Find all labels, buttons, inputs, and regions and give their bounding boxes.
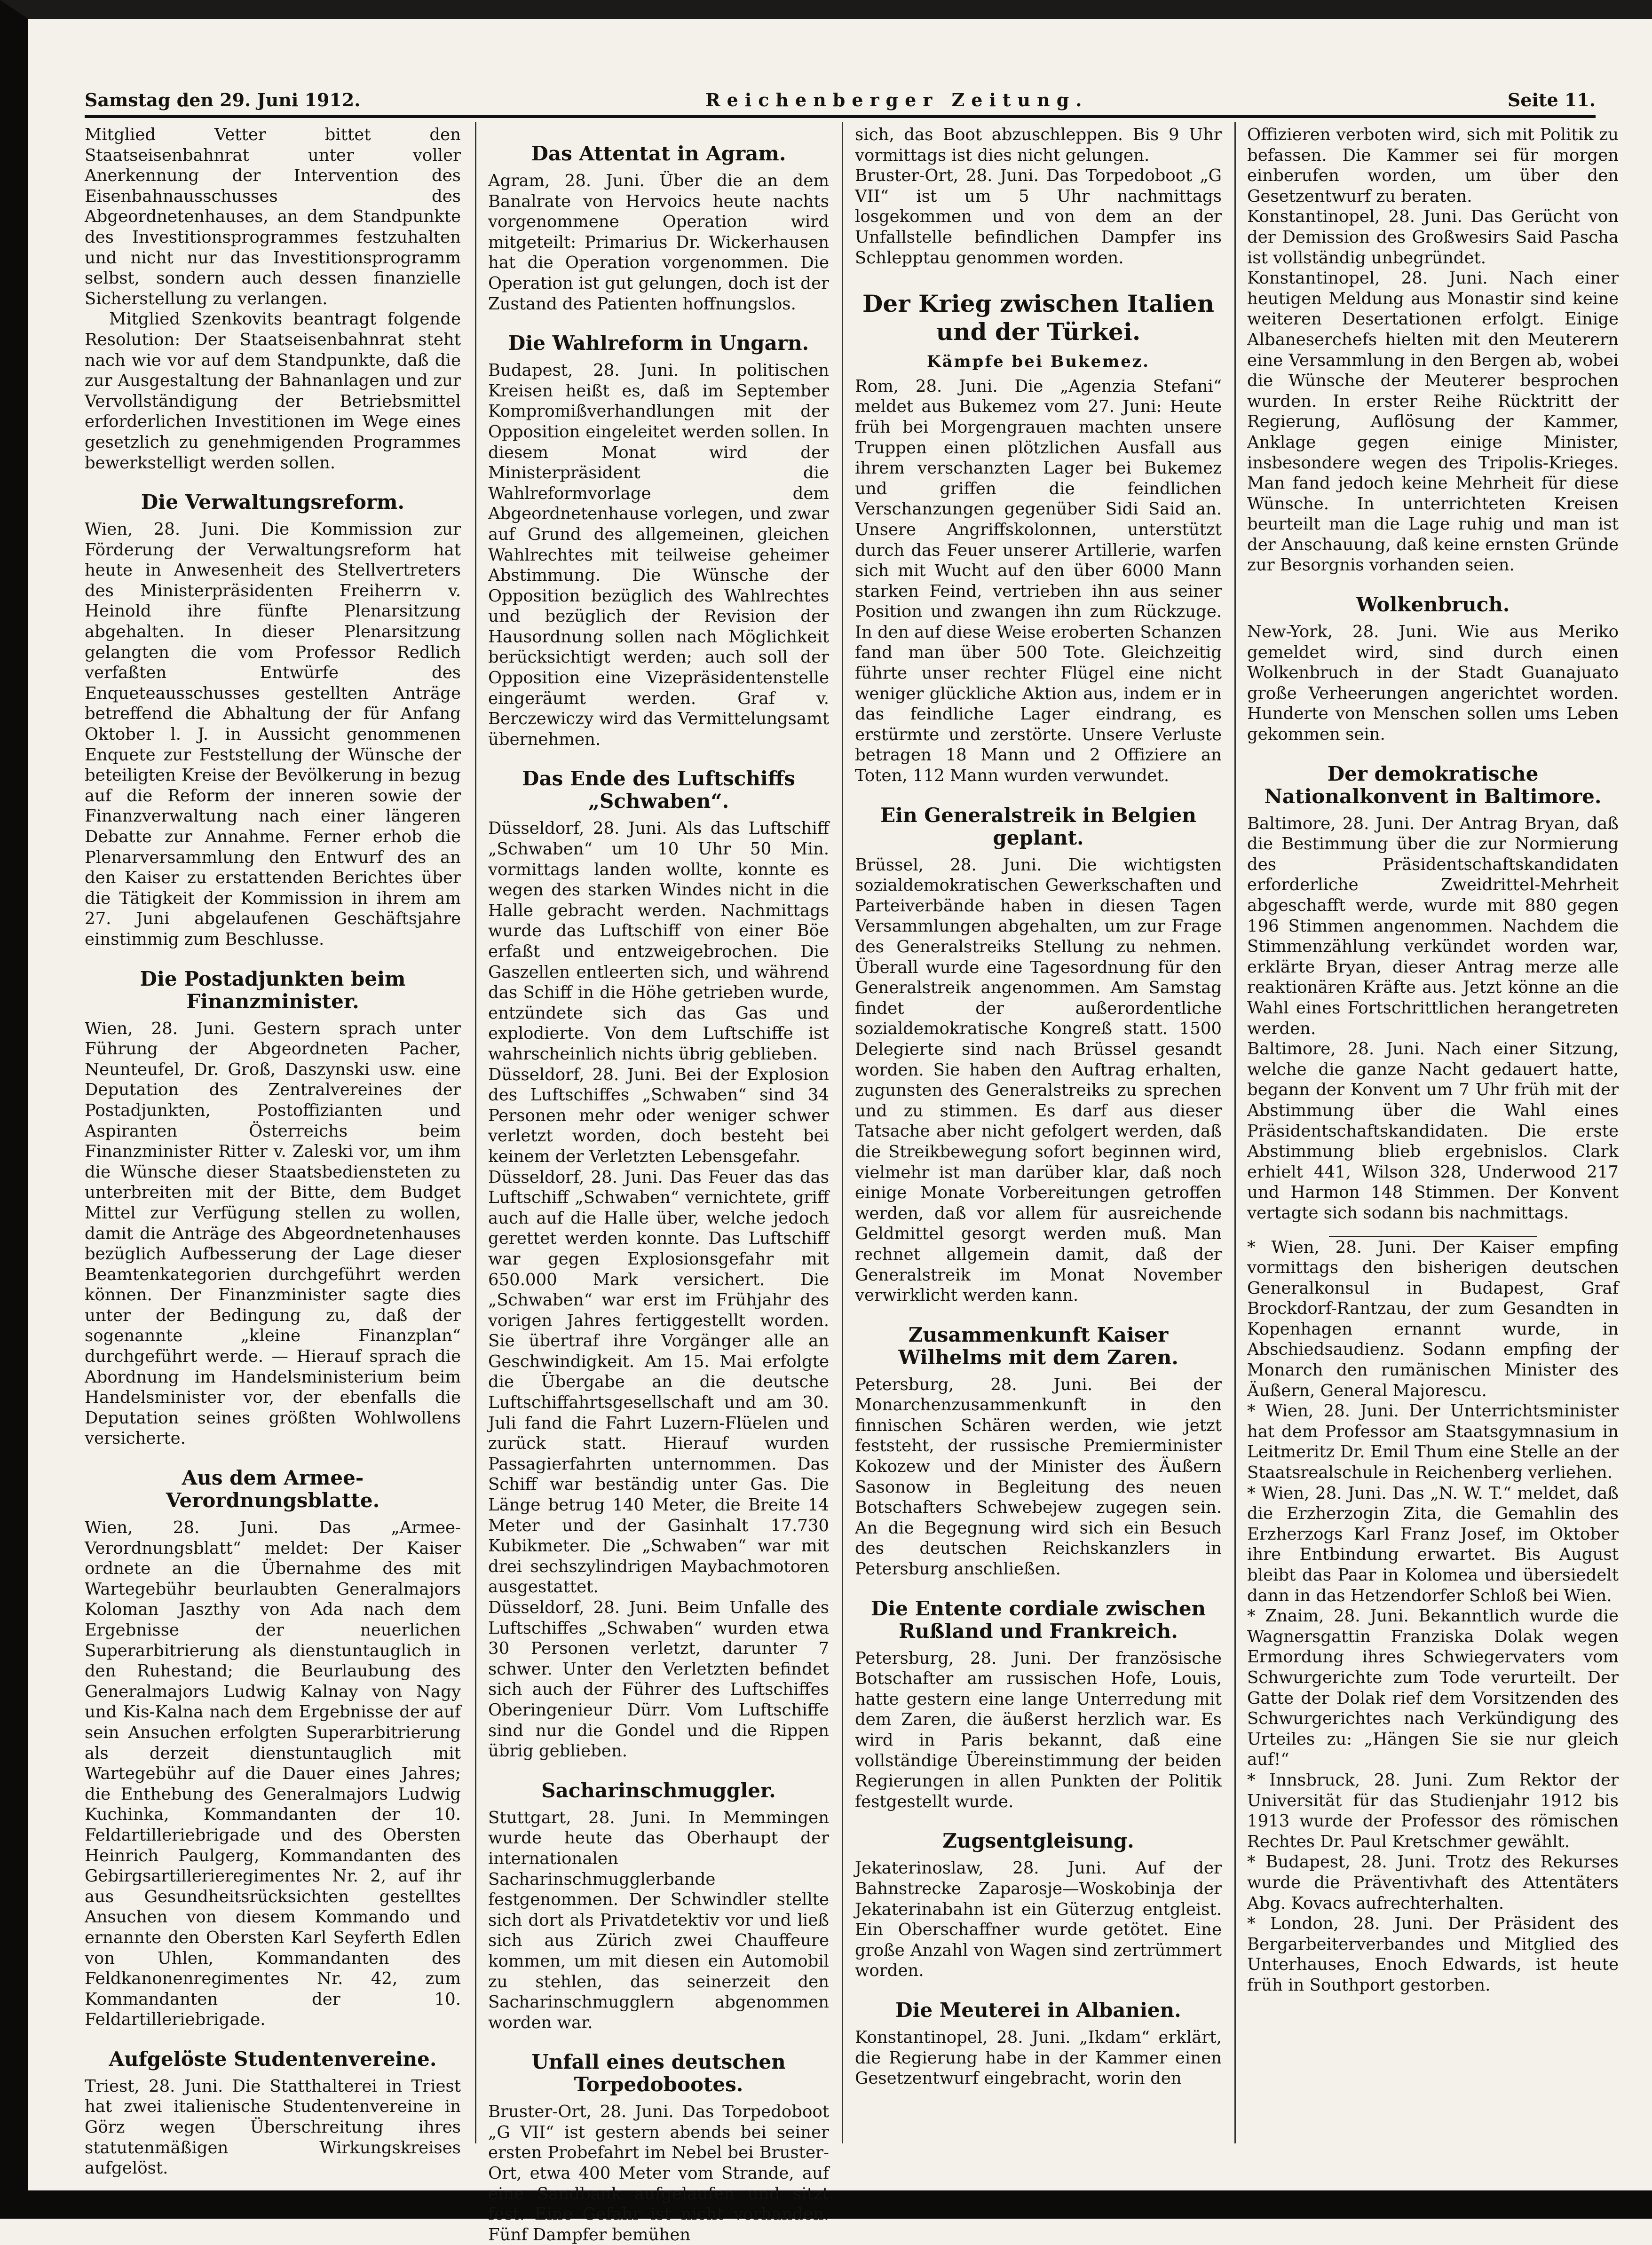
article-paragraph: Wien, 28. Juni. Gestern sprach unter Führung der Abgeordneten Pacher, Neunteufel, Dr. Groß, Daszynski usw. eine Deputation des Zentralvereines der Postadjunkten, Postoffizianten und Aspiranten Österreichs beim Finanzminister Ritter v. Zaleski vor, um ihm die Wünsche dieser Staatsbediensteten zu unterbreiten mit der Bitte, dem Budget Mittel zur Verfügung stellen zu wollen, damit die Anträge des Abgeordnetenhauses bezüglich Aufbesserung der Lage dieser Beamtenkategorien durchgeführt werden können. Der Finanzminister sagte dies unter der Bedingung zu, daß der sogenannte „kleine Finanzplan“ durchgeführt werde. — Hierauf sprach die Abordnung im Handelsministerium beim Handelsminister vor, der ebenfalls die Deputation seines größten Wohlwollens versicherte. [85,1019,461,1448]
article-paragraph: * Innsbruck, 28. Juni. Zum Rektor der Universität für das Studienjahr 1912 bis 1913 wurde der Professor des römischen Rechtes Dr. Paul Kretschmer gewählt. [1247,1770,1619,1851]
article-paragraph: Agram, 28. Juni. Über die an dem Banalrate von Hervoics heute nachts vorgenommene Operation wird mitgeteilt: Primarius Dr. Wickerhausen hat die Operation vorgenommen. Die Operation ist gut gelungen, doch ist der Zustand des Patienten hoffnungslos. [488,171,829,314]
article-paragraph: Wien, 28. Juni. Das „Armee-Verordnungsblatt“ meldet: Der Kaiser ordnete an die Übernahme des mit Wartegebühr beurlaubten Generalmajors Koloman Jaszthy von Ada nach dem Ergebnisse der neuerlichen Superarbitrierung als dienstuntauglich in den Ruhestand; die Beurlaubung des Generalmajors Ludwig Kalnay von Nagy und Kis-Kalna nach dem Ergebnisse der auf sein Ansuchen erfolgten Superarbitrierung als derzeit dienstuntauglich mit Wartegebühr auf die Dauer eines Jahres; die Enthebung des Generalmajors Ludwig Kuchinka, Kommandanten der 10. Feldartilleriebrigade und des Obersten Heinrich Paulgerg, Kommandanten des Gebirgsartillerieregimentes Nr. 2, auf ihr aus Gesundheitsrücksichten gestelltes Ansuchen von diesem Kommando und ernannte den Obersten Karl Seyferth Edlen von Uhlen, Kommandanten des Feldkanonenregimentes Nr. 42, zum Kommandanten der 10. Feldartilleriebrigade. [85,1518,461,2030]
article-paragraph: Mitglied Szenkovits beantragt folgende Resolution: Der Staatseisenbahnrat steht nach wie vor auf dem Standpunkte, daß die zur Ausgestaltung der Bahnanlagen und zur Vervollständigung der Betriebsmittel erforderlichen Investitionen im Wege eines gesetzlich zu genehmigenden Programmes bewerkstelligt werden sollen. [85,309,461,473]
text-column-3 [855,125,1222,2139]
text-column-2 [488,125,829,2245]
article-paragraph: * Wien, 28. Juni. Das „N. W. T.“ meldet, daß die Erzherzogin Zita, die Gemahlin des Erzherzogs Karl Franz Josef, im Oktober ihre Entbindung erwartet. Bis August bleibt das Paar in Kolomea und übersiedelt dann in das Hetzendorfer Schloß bei Wien. [1247,1483,1619,1605]
article-paragraph: Bruster-Ort, 28. Juni. Das Torpedoboot „G VII“ ist um 5 Uhr nachmittags losgekommen und von dem an der Unfallstelle befindlichen Dampfer ins Schlepptau genommen worden. [855,166,1222,268]
article-subheading: Kämpfe bei Bukemez. [927,352,1150,372]
article-heading: Der Krieg zwischen Italien und der Türkei. [862,290,1214,346]
article-heading: Die Entente cordiale zwischen Rußland und Frankreich. [870,1597,1206,1643]
page-header [85,89,1596,118]
article-paragraph: Stuttgart, 28. Juni. In Memmingen wurde heute das Oberhaupt der internationalen Sacharinschmugglerbande festgenommen. Der Schwindler stellte sich dort als Privatdetektiv vor und ließ sich aus Zürich zwei Chauffeure kommen, um mit diesen ein Automobil zu stehlen, das seinerzeit den Sacharinschmugglern abgenommen worden war. [488,1808,829,2032]
article-heading: Zugsentgleisung. [942,1829,1134,1853]
article-paragraph: * Wien, 28. Juni. Der Kaiser empfing vormittags den bisherigen deutschen Generalkonsul in Budapest, Graf Brockdorf-Rantzau, der zum Gesandten in Kopenhagen ernannt wurde, in Abschiedsaudienz. Sodann empfing der Monarch den rumänischen Minister des Äußern, General Majorescu. [1247,1237,1619,1400]
article-paragraph: * London, 28. Juni. Der Präsident des Bergarbeiterverbandes und Mitglied des Unterhauses, Enoch Edwards, ist heute früh in Southport gestorben. [1247,1914,1619,1995]
article-paragraph: sich, das Boot abzuschleppen. Bis 9 Uhr vormittags ist dies nicht gelungen. [855,125,1222,165]
article-paragraph: Jekaterinoslaw, 28. Juni. Auf der Bahnstrecke Zaparosje—Woskobinja der Jekaterinabahn ist ein Güterzug entgleist. Ein Oberschaffner wurde getötet. Eine große Anzahl von Wagen sind zertrümmert worden. [855,1858,1222,1981]
article-paragraph: Bruster-Ort, 28. Juni. Das Torpedoboot „G VII“ ist gestern abends bei seiner ersten Probefahrt im Nebel bei Bruster-Ort, etwa 400 Meter vom Strande, auf eine Sandbank aufgelaufen und sitzt fest. Eine Gefahr ist nicht vorhanden. Fünf Dampfer bemühen [488,2102,829,2245]
text-column-1 [85,125,461,2178]
article-paragraph: * Wien, 28. Juni. Der Unterrichtsminister hat dem Professor am Staatsgymnasium in Leitmeritz Dr. Emil Thum eine Stelle an der Staatsrealschule in Reichenberg verliehen. [1247,1401,1619,1483]
column-rule [475,122,476,2143]
article-paragraph: Baltimore, 28. Juni. Der Antrag Bryan, daß die Bestimmung über die zur Normierung des Präsidentschaftskandidaten erforderliche Zweidrittel-Mehrheit abgeschafft werde, wurde mit 880 gegen 196 Stimmen angenommen. Nachdem die Stimmenzählung verkündet worden war, erklärte Bryan, dieser Antrag merze alle reaktionären Kräfte aus. Jetzt könne an die Wahl eines Fortschrittlichen herangetreten werden. [1247,814,1619,1038]
article-heading: Die Postadjunkten beim Finanzminister. [140,967,406,1013]
article-heading: Zusammenkunft Kaiser Wilhelms mit dem Zaren. [898,1323,1178,1369]
article-paragraph: New-York, 28. Juni. Wie aus Meriko gemeldet wird, sind durch einen Wolkenbruch in der Stadt Guanajuato große Verheerungen angerichtet worden. Hunderte von Menschen sollen ums Leben gekommen sein. [1247,622,1619,744]
article-paragraph: Konstantinopel, 28. Juni. „Ikdam“ erklärt, die Regierung habe in der Kammer einen Gesetzentwurf eingebracht, worin den [855,2027,1222,2088]
column-rule [1234,122,1236,2143]
article-heading: Unfall eines deutschen Torpedobootes. [531,2050,786,2096]
article-paragraph: Konstantinopel, 28. Juni. Nach einer heutigen Meldung aus Monastir sind keine weiteren Desertationen erfolgt. Einige Albaneserchefs hielten mit den Meuterern eine Versammlung in den Bergen ab, wobei die Wünsche der Meuterer besprochen wurden. In erster Reihe Rücktritt der Regierung, Auflösung der Kammer, Anklage gegen einige Minister, insbesondere wegen des Tripolis-Krieges. Man fand jedoch keine Mehrheit für diese Wünsche. In unterrichteten Kreisen beurteilt man die Lage ruhig und man ist der Anschauung, daß keine ernsten Gründe zur Besorgnis vorhanden seien. [1247,269,1619,575]
header-masthead: Reichenberger Zeitung. [705,89,1089,111]
article-heading: Wolkenbruch. [1356,593,1510,617]
header-date: Samstag den 29. Juni 1912. [85,89,361,111]
header-page-number: Seite 11. [1507,89,1596,111]
article-paragraph: Petersburg, 28. Juni. Der französische Botschafter am russischen Hofe, Louis, hatte gestern eine lange Unterredung mit dem Zaren, die äußerst herzlich war. Es wird in Paris bekannt, daß eine vollständige Übereinstimmung der beiden Regierungen in allen Punkten der Politik festgestellt wurde. [855,1648,1222,1811]
article-heading: Sacharinschmuggler. [541,1779,776,1802]
article-heading: Aus dem Armee-Verordnungsblatte. [166,1466,380,1512]
article-heading: Aufgelöste Studentenvereine. [109,2047,437,2071]
article-heading: Die Wahlreform in Ungarn. [508,332,809,355]
article-heading: Das Attentat in Agram. [531,142,786,165]
article-paragraph: Baltimore, 28. Juni. Nach einer Sitzung, welche die ganze Nacht gedauert hatte, begann der Konvent um 7 Uhr früh mit der Abstimmung über die Wahl eines Präsidentschaftskandidaten. Die erste Abstimmung blieb ergebnislos. Clark erhielt 441, Wilson 328, Underwood 217 und Harmon 148 Stimmen. Der Konvent vertagte sich sodann bis nachmittags. [1247,1039,1619,1223]
article-paragraph: * Budapest, 28. Juni. Trotz des Rekurses wurde die Präventivhaft des Attentäters Abg. Kovacs aufrechterhalten. [1247,1852,1619,1913]
article-paragraph: Düsseldorf, 28. Juni. Bei der Explosion des Luftschiffes „Schwaben“ sind 34 Personen mehr oder weniger schwer verletzt worden, doch besteht bei keinem der Verletzten Lebensgefahr. [488,1065,829,1166]
article-paragraph: Budapest, 28. Juni. In politischen Kreisen heißt es, daß im September Kompromißverhandlungen mit der Opposition eingeleitet werden sollen. In diesem Monat wird der Ministerpräsident die Wahlreformvorlage dem Abgeordnetenhause vorlegen, und zwar auf Grund des allgemeinen, gleichen Wahlrechtes mit teilweise geheimer Abstimmung. Die Wünsche der Opposition bezüglich des Wahlrechtes und bezüglich der Revision der Hausordnung sollen nach Möglichkeit berücksichtigt werden; auch soll der Opposition eine Vizepräsidentenstelle eingeräumt werden. Graf v. Berczewiczy wird das Vermittelungsamt übernehmen. [488,361,829,749]
article-paragraph: * Znaim, 28. Juni. Bekanntlich wurde die Wagnersgattin Franziska Dolak wegen Ermordung ihres Schwiegervaters vom Schwurgerichte zum Tode verurteilt. Der Gatte der Dolak rief dem Vorsitzenden des Schwurgerichtes nach Verkündigung des Urteiles zu: „Hängen Sie sie nur gleich auf!“ [1247,1606,1619,1770]
article-paragraph: Rom, 28. Juni. Die „Agenzia Stefani“ meldet aus Bukemez vom 27. Juni: Heute früh bei Morgengrauen machten unsere Truppen einen plötzlichen Ausfall aus ihrem verschanzten Lager bei Bukemez und griffen die feindlichen Verschanzungen gegenüber Sidi Said an. Unsere Angriffskolonnen, unterstützt durch das Feuer unserer Artillerie, warfen sich mit Wucht auf den über 6000 Mann starken Feind, vertrieben ihn aus seiner Position und zwangen ihn zum Rückzuge. In den auf diese Weise eroberten Schanzen fand man über 500 Tote. Gleichzeitig führte unser rechter Flügel eine nicht weniger glückliche Aktion aus, indem er in das feindliche Lager eindrang, es erstürmte und zerstörte. Unsere Verluste betragen 18 Mann und 2 Offiziere an Toten, 112 Mann wurden verwundet. [855,376,1222,786]
column-rule [842,122,843,2143]
article-heading: Ein Generalstreik in Belgien geplant. [880,803,1196,849]
article-heading: Das Ende des Luftschiffs „Schwaben“. [522,767,795,813]
article-heading: Die Verwaltungsreform. [141,490,405,514]
header-rule [85,115,1596,118]
article-paragraph: Düsseldorf, 28. Juni. Das Feuer das das Luftschiff „Schwaben“ vernichtete, griff auch auf die Halle über, welche jedoch gerettet werden konnte. Das Luftschiff war gegen Explosionsgefahr mit 650.000 Mark versichert. Die „Schwaben“ war erst im Frühjahr des vorigen Jahres fertiggestellt worden. Sie übertraf ihre Vorgänger alle an Geschwindigkeit. Am 15. Mai erfolgte die Übergabe an die deutsche Luftschiffahrtsgesellschaft und am 30. Juli fand die Fahrt Luzern-Flüelen und zurück statt. Hierauf wurden Passagierfahrten unternommen. Das Schiff war beständig unter Gas. Die Länge betrug 140 Meter, die Breite 14 Meter und der Gasinhalt 17.730 Kubikmeter. Die „Schwaben“ war mit drei sechszylindrigen Maybachmotoren ausgestattet. [488,1167,829,1597]
article-paragraph: Offizieren verboten wird, sich mit Politik zu befassen. Die Kammer sei für morgen einberufen worden, um über den Gesetzentwurf zu beraten. [1247,125,1619,206]
article-paragraph: Petersburg, 28. Juni. Bei der Monarchenzusammenkunft in den finnischen Schären werden, wie jetzt feststeht, der russische Premierminister Kokozew und der Minister des Äußern Sasonow in Begleitung des neuen Botschafters Schwebejew zugegen sein. An die Begegnung wird sich ein Besuch des deutschen Reichskanzlers in Petersburg anschließen. [855,1375,1222,1579]
article-paragraph: Triest, 28. Juni. Die Statthalterei in Triest hat zwei italienische Studentenvereine in Görz wegen Überschreitung ihres statutenmäßigen Wirkungskreises aufgelöst. [85,2076,461,2178]
article-paragraph: Konstantinopel, 28. Juni. Das Gerücht von der Demission des Großwesirs Said Pascha ist vollständig unbegründet. [1247,207,1619,268]
article-paragraph: Wien, 28. Juni. Die Kommission zur Förderung der Verwaltungsreform hat heute in Anwesenheit des Stellvertreters des Ministerpräsidenten Freiherrn v. Heinold ihre fünfte Plenarsitzung abgehalten. In dieser Plenarsitzung gelangten die vom Professor Redlich verfaßten Entwürfe des Enqueteausschusses gestellten Anträge betreffend die Abhaltung der für Anfang Oktober l. J. in Aussicht genommenen Enquete zur Feststellung der Wünsche der beteiligten Kreise der Bevölkerung in bezug auf die Reform der inneren sowie der Finanzverwaltung nach einer längeren Debatte zur Annahme. Ferner erhob die Plenarversammlung den Entwurf des an den Kaiser zu erstattenden Berichtes über die Tätigkeit der Kommission in ihrem am 27. Juni abgelaufenen Geschäftsjahre einstimmig zum Beschlusse. [85,520,461,949]
article-paragraph: Düsseldorf, 28. Juni. Beim Unfalle des Luftschiffes „Schwaben“ wurden etwa 30 Personen verletzt, darunter 7 schwer. Unter den Verletzten befindet sich auch der Führer des Luftschiffes Oberingenieur Dürr. Vom Luftschiffe sind nur die Gondel und die Rippen übrig geblieben. [488,1598,829,1761]
article-heading: Der demokratische Nationalkonvent in Baltimore. [1264,762,1602,808]
article-paragraph: Düsseldorf, 28. Juni. Als das Luftschiff „Schwaben“ um 10 Uhr 50 Min. vormittags landen wollte, konnte es wegen des starken Windes nicht in die Halle gebracht werden. Nachmittags wurde das Luftschiff von einer Böe erfaßt und entzweigebrochen. Die Gaszellen entleerten sich, und während das Schiff in die Höhe getrieben wurde, entzündete sich das Gas und explodierte. Von dem Luftschiffe ist wahrscheinlich nichts übrig geblieben. [488,819,829,1064]
article-paragraph: Mitglied Vetter bittet den Staatseisenbahnrat unter voller Anerkennung der Intervention des Eisenbahnausschusses des Abgeordnetenhauses, an dem Standpunkte des Investitionsprogrammes festzuhalten und nicht nur das Investitionsprogramm selbst, sondern auch dessen finanzielle Sicherstellung zu verlangen. [85,125,461,308]
article-paragraph: Brüssel, 28. Juni. Die wichtigsten sozialdemokratischen Gewerkschaften und Parteiverbände haben in diesen Tagen Versammlungen abgehalten, um zur Frage des Generalstreiks Stellung zu nehmen. Überall wurde eine Tagesordnung für den Generalstreik angenommen. Am Samstag findet der außerordentliche sozialdemokratische Kongreß statt. 1500 Delegierte sind nach Brüssel gesandt worden. Sie haben den Auftrag erhalten, zugunsten des Generalstreiks zu sprechen und zu stimmen. Es darf aus dieser Tatsache aber nicht gefolgert werden, daß die Streikbewegung sofort beginnen wird, vielmehr ist man darüber klar, daß noch einige Monate Vorbereitungen getroffen werden, daß vor allem für ausreichende Geldmittel gesorgt werden muß. Man rechnet allgemein damit, daß der Generalstreik im Monat November verwirklicht werden kann. [855,855,1222,1305]
article-heading: Die Meuterei in Albanien. [895,1998,1181,2022]
text-column-4 [1247,125,1619,2139]
